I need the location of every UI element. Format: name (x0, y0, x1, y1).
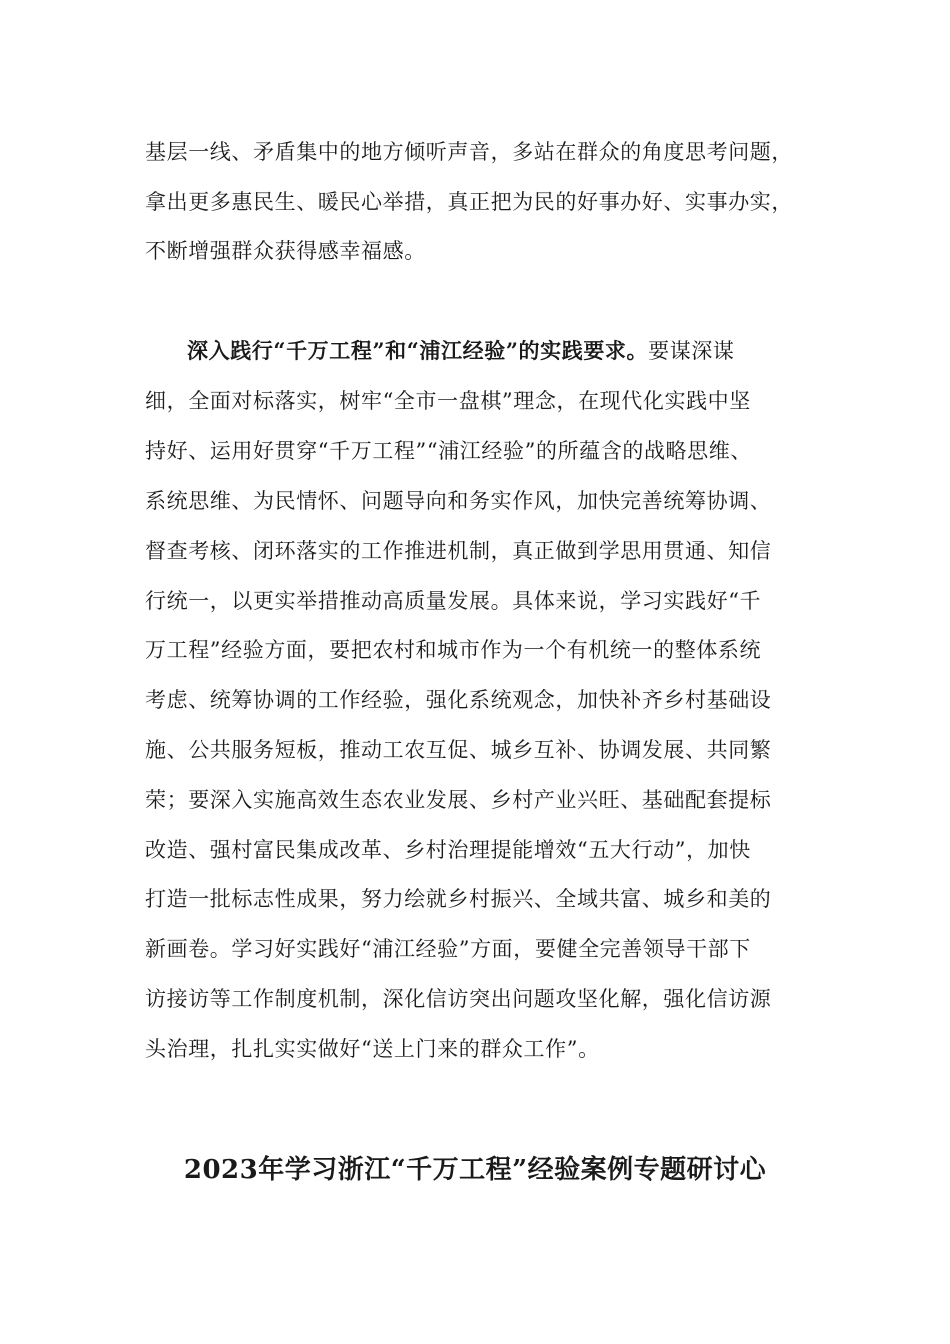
paragraph-2-line: 细，全面对标落实，树牢“全市一盘棋”理念，在现代化实践中坚 (145, 389, 751, 413)
paragraph-2-line: 打造一批标志性成果，努力绘就乡村振兴、全域共富、城乡和美的 (145, 887, 772, 911)
paragraph-2-line: 改造、强村富民集成改革、乡村治理提能增效“五大行动”，加快 (145, 838, 751, 862)
paragraph-1-line-1: 基层一线、矛盾集中的地方倾听声音，多站在群众的角度思考问题， (145, 140, 793, 164)
paragraph-1-line-3: 不断增强群众获得感幸福感。 (145, 239, 426, 263)
paragraph-2-line: 荣；要深入实施高效生态农业发展、乡村产业兴旺、基础配套提标 (145, 788, 772, 812)
paragraph-2-first-line-rest: 要谋深谋 (648, 339, 735, 363)
paragraph-2-line: 系统思维、为民情怀、问题导向和务实作风，加快完善统筹协调、 (145, 489, 772, 513)
paragraph-2-line: 万工程”经验方面，要把农村和城市作为一个有机统一的整体系统 (145, 638, 762, 662)
paragraph-2-line: 访接访等工作制度机制，深化信访突出问题攻坚化解，强化信访源 (145, 987, 772, 1011)
paragraph-2-line: 考虑、统筹协调的工作经验，强化系统观念，加快补齐乡村基础设 (145, 688, 772, 712)
paragraph-2-line: 行统一，以更实举措推动高质量发展。具体来说，学习实践好“千 (145, 589, 762, 613)
paragraph-2-first-line (187, 336, 735, 366)
paragraph-2-line: 施、公共服务短板，推动工农互促、城乡互补、协调发展、共同繁 (145, 738, 772, 762)
paragraph-1-line-2: 拿出更多惠民生、暖民心举措，真正把为民的好事办好、实事办实， (145, 190, 793, 214)
paragraph-2-lead: 深入践行“千万工程”和“浦江经验”的实践要求。 (187, 338, 649, 363)
paragraph-2-line: 持好、运用好贯穿“千万工程”“浦江经验”的所蕴含的战略思维、 (145, 439, 752, 463)
paragraph-2-line: 新画卷。学习好实践好“浦江经验”方面，要健全完善领导干部下 (145, 937, 751, 961)
paragraph-2-line: 督查考核、闭环落实的工作推进机制，真正做到学思用贯通、知信 (145, 539, 772, 563)
paragraph-2-line: 头治理，扎扎实实做好“送上门来的群众工作”。 (145, 1037, 600, 1061)
section-heading: 2023年学习浙江“千万工程”经验案例专题研讨心 (183, 1155, 767, 1185)
